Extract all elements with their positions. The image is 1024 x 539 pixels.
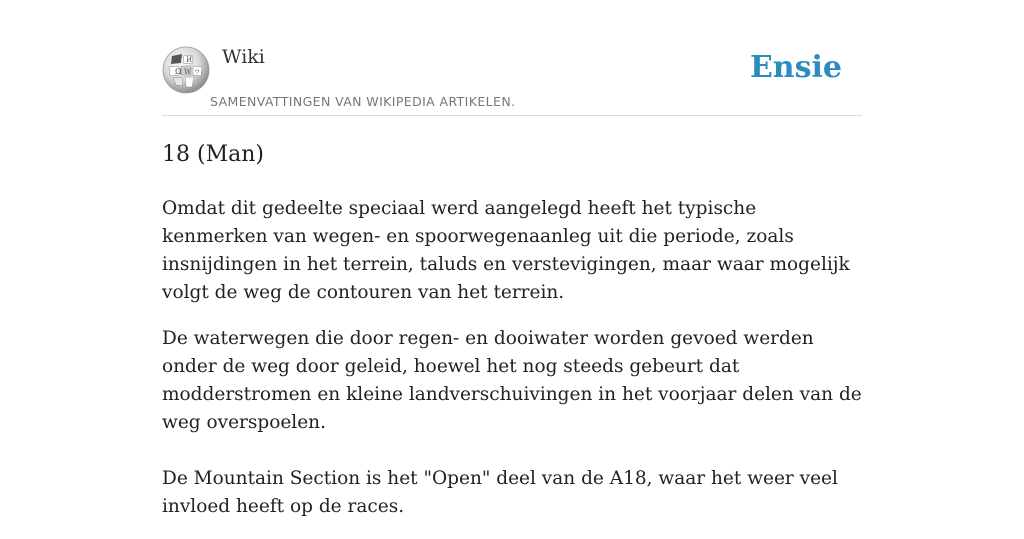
wiki-label[interactable]: Wiki: [222, 46, 265, 68]
wikipedia-globe-icon[interactable]: [162, 46, 210, 94]
article-paragraph-3: De Mountain Section is het "Open" deel van de A18, waar het weer veel invloed heeft op de races.: [162, 468, 838, 517]
svg-text:Ω: Ω: [175, 67, 182, 76]
site-header: [162, 40, 862, 116]
svg-text:W: W: [184, 68, 192, 76]
site-tagline: SAMENVATTINGEN VAN WIKIPEDIA ARTIKELEN.: [210, 94, 516, 109]
svg-text:И: И: [186, 56, 193, 64]
svg-text:ウ: ウ: [194, 69, 201, 76]
article-paragraph-2: De waterwegen die door regen- en dooiwater worden gevoed werden onder de weg door geleid, hoewel het nog steeds gebeurt dat modderstromen en kleine landverschuivingen in het voorjaar delen van de weg overspoelen.: [162, 328, 862, 433]
article-paragraph-1: Omdat dit gedeelte speciaal werd aangelegd heeft het typische kenmerken van wegen- en spoorwegenaanleg uit die periode, zoals insnijdingen in het terrein, taluds en verstevigingen, maar waar mogelijk volgt de weg de contouren van het terrein.: [162, 198, 850, 303]
brand-logo-link[interactable]: Ensie: [749, 50, 842, 85]
article: [162, 136, 862, 539]
article-title: 18 (Man): [162, 142, 264, 167]
